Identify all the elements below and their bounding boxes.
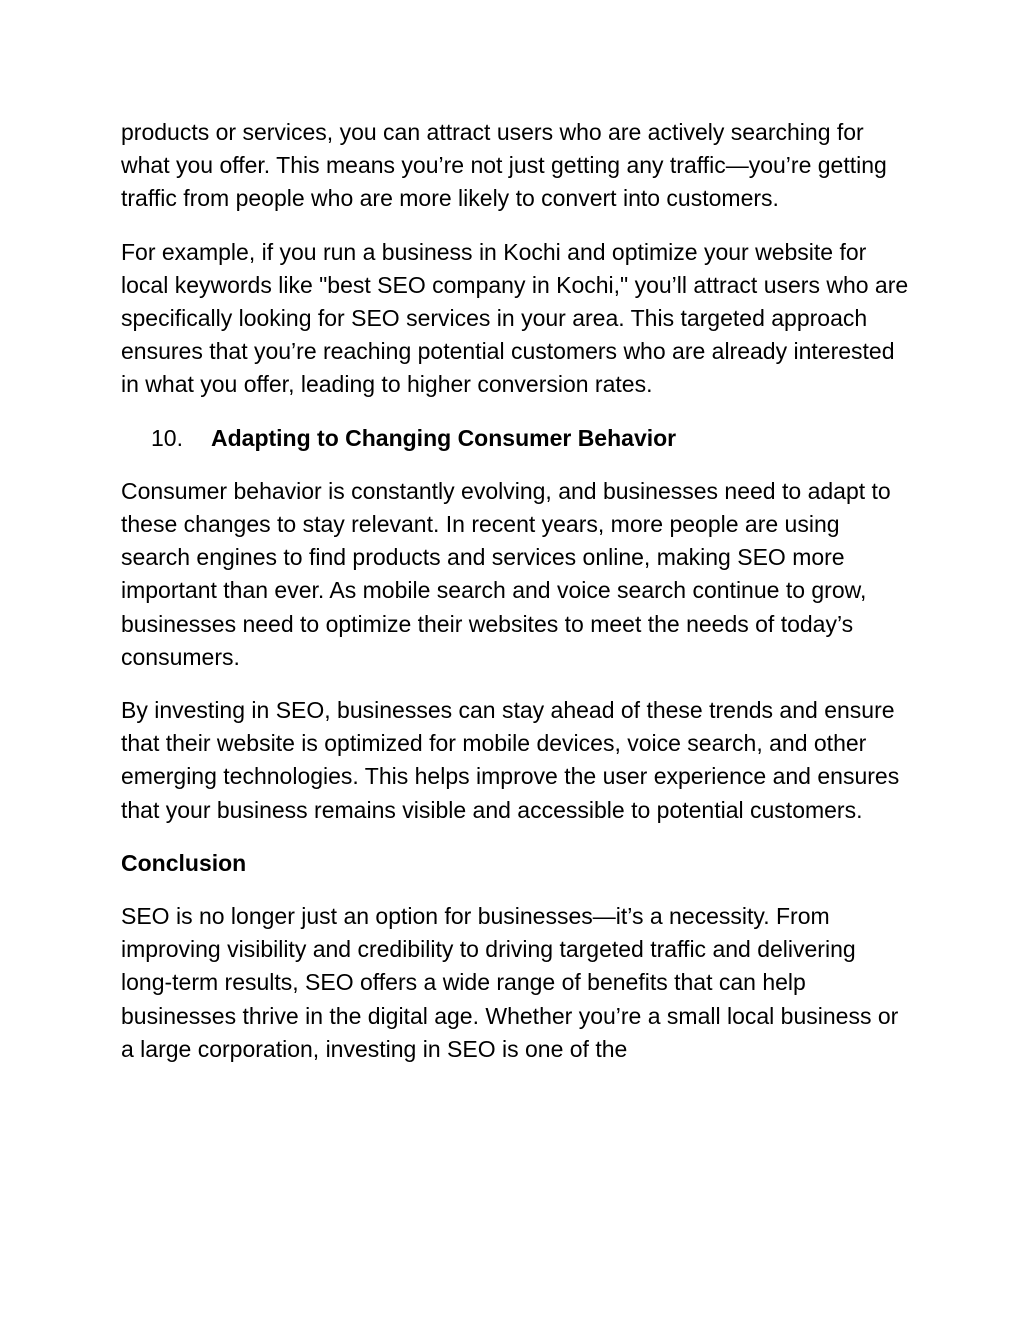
conclusion-paragraph: SEO is no longer just an option for businesses—it’s a necessity. From improving visibility and credibility to driving targeted traffic and delivering long-term results, SEO offers a wide range of benefits that can help businesses thrive in the digital age. Whether you’re a small local business or a large corporation, investing in SEO is one of the [121, 903, 899, 1062]
numbered-section-heading [121, 422, 911, 455]
conclusion-heading: Conclusion [121, 849, 247, 876]
body-paragraph: For example, if you run a business in Kochi and optimize your website for local keywords like "best SEO company in Kochi," you’ll attract users who are specifically looking for SEO services in your area. This targeted approach ensures that you’re reaching potential customers who are already interested in what you offer, leading to higher conversion rates. [121, 238, 909, 398]
section-title: Adapting to Changing Consumer Behavior [211, 424, 677, 451]
section-number: 10. [151, 424, 183, 451]
body-paragraph: Consumer behavior is constantly evolving, and businesses need to adapt to these changes to stay relevant. In recent years, more people are using search engines to find products and services online, making SEO more important than ever. As mobile search and voice search continue to grow, businesses need to optimize their websites to meet the needs of today’s consumers. [121, 477, 891, 670]
body-paragraph: products or services, you can attract users who are actively searching for what you offer. This means you’re not just getting any traffic—you’re getting traffic from people who are more likely to convert into customers. [121, 119, 887, 212]
body-paragraph: By investing in SEO, businesses can stay ahead of these trends and ensure that their website is optimized for mobile devices, voice search, and other emerging technologies. This helps improve the user experience and ensures that your business remains visible and accessible to potential customers. [121, 697, 900, 823]
document-page [121, 116, 911, 1086]
